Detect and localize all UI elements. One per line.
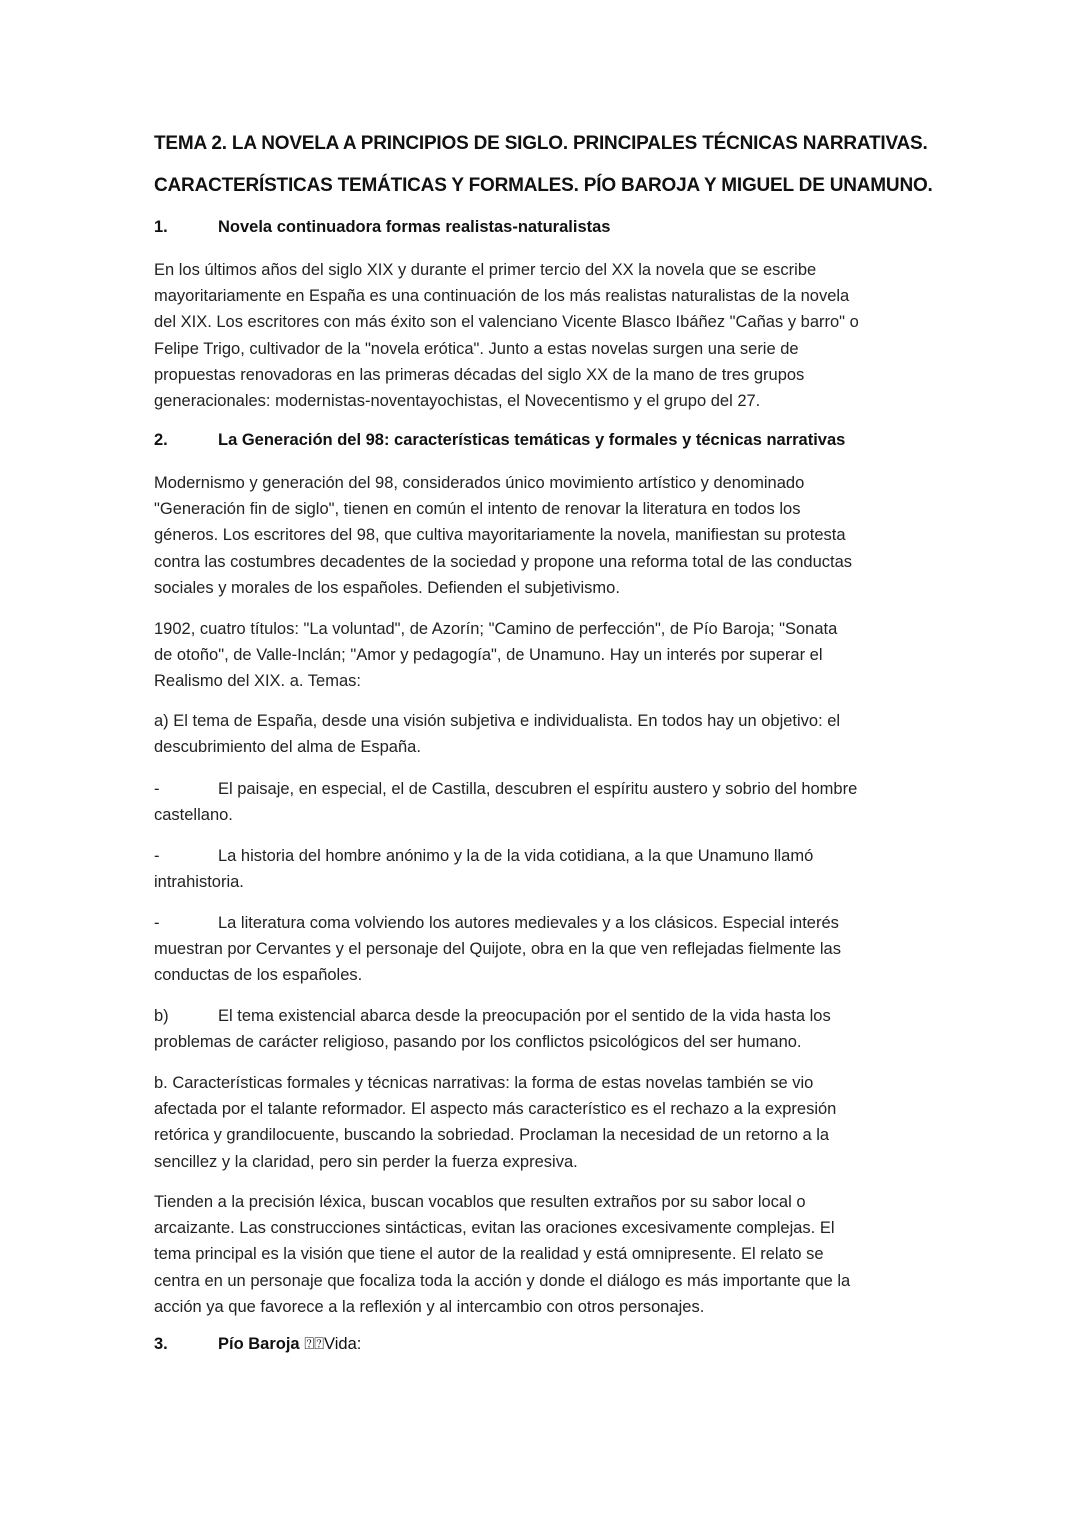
document-title-line-1: TEMA 2. LA NOVELA A PRINCIPIOS DE SIGLO. PRINCIPALES TÉCNICAS NARRATIVAS. [154, 133, 928, 154]
section-3-title-bold: Pío Baroja [218, 1335, 300, 1353]
bullet-item-paisaje [154, 776, 924, 828]
paragraph-line: b. Características formales y técnicas narrativas: la forma de estas novelas también se vio [154, 1074, 814, 1092]
paragraph-line: descubrimiento del alma de España. [154, 738, 421, 757]
section-2-paragraph-3 [154, 708, 924, 760]
paragraph-line: 1902, cuatro títulos: "La voluntad", de Azorín; "Camino de perfección", de Pío Baroja; "Sonata [154, 620, 838, 638]
paragraph-line: conductas de los españoles. [154, 966, 363, 985]
bullet-first-line [154, 776, 924, 802]
paragraph-line: sociales y morales de los españoles. Defienden el subjetivismo. [154, 578, 620, 597]
section-2-title: La Generación del 98: características temáticas y formales y técnicas narrativas [218, 431, 846, 449]
paragraph-line: mayoritariamente en España es una continuación de los más realistas naturalistas de la novela [154, 287, 850, 306]
document-title-line-2: CARACTERÍSTICAS TEMÁTICAS Y FORMALES. PÍO BAROJA Y MIGUEL DE UNAMUNO. [154, 175, 933, 196]
paragraph-line: géneros. Los escritores del 98, que cultiva mayoritariamente la novela, manifiestan su protesta [154, 526, 846, 545]
paragraph-line: muestran por Cervantes y el personaje del Quijote, obra en la que ven reflejadas fielmente las [154, 940, 841, 959]
section-2-paragraph-5 [154, 1189, 924, 1320]
paragraph-line: retórica y grandilocuente, buscando la sobriedad. Proclaman la necesidad de un retorno a la [154, 1126, 830, 1145]
section-1-title: Novela continuadora formas realistas-naturalistas [218, 218, 611, 236]
missing-glyph-icon: ⍰⍰ [304, 1335, 325, 1353]
bullet-item-literatura [154, 910, 924, 989]
paragraph-line: contra las costumbres decadentes de la sociedad y propone una reforma total de las conductas [154, 552, 853, 571]
bullet-marker: - [154, 847, 160, 865]
section-2-paragraph-4 [154, 1070, 924, 1175]
bullet-text: La literatura coma volviendo los autores medievales y a los clásicos. Especial interés [218, 914, 839, 932]
section-1-number: 1. [154, 218, 168, 236]
section-1-paragraph [154, 257, 924, 414]
paragraph-line: de otoño", de Valle-Inclán; "Amor y pedagogía", de Unamuno. Hay un interés por superar el [154, 646, 823, 665]
section-2-paragraph-1 [154, 470, 924, 601]
paragraph-line: a) El tema de España, desde una visión subjetiva e individualista. En todos hay un objetivo: el [154, 712, 841, 730]
paragraph-line: propuestas renovadoras en las primeras décadas del siglo XX de la mano de tres grupos [154, 365, 805, 384]
bullet-marker: - [154, 914, 160, 932]
paragraph-line: centra en un personaje que focaliza toda la acción y donde el diálogo es más importante que la [154, 1271, 851, 1290]
item-b-existencial [154, 1003, 924, 1055]
paragraph-line: En los últimos años del siglo XIX y durante el primer tercio del XX la novela que se escribe [154, 261, 817, 279]
paragraph-line: Modernismo y generación del 98, considerados único movimiento artístico y denominado [154, 474, 805, 492]
bullet-first-line [154, 843, 924, 869]
item-first-line [154, 1003, 924, 1029]
bullet-item-historia [154, 843, 924, 895]
paragraph-line: castellano. [154, 806, 233, 825]
section-3-title-rest: Vida: [324, 1335, 362, 1353]
item-text: El tema existencial abarca desde la preocupación por el sentido de la vida hasta los [218, 1007, 831, 1025]
bullet-first-line [154, 910, 924, 936]
section-2-paragraph-2 [154, 616, 924, 695]
paragraph-line: arcaizante. Las construcciones sintácticas, evitan las oraciones excesivamente complejas. El [154, 1219, 835, 1238]
paragraph-line: Tienden a la precisión léxica, buscan vocablos que resulten extraños por su sabor local o [154, 1193, 806, 1211]
paragraph-line: acción ya que favorece a la reflexión y al intercambio con otros personajes. [154, 1297, 705, 1316]
paragraph-line: generacionales: modernistas-noventayochistas, el Novecentismo y el grupo del 27. [154, 391, 761, 410]
paragraph-line: "Generación fin de siglo", tienen en común el intento de renovar la literatura en todos los [154, 500, 801, 519]
bullet-text: El paisaje, en especial, el de Castilla, descubren el espíritu austero y sobrio del hombre [218, 780, 858, 798]
paragraph-line: Felipe Trigo, cultivador de la "novela erótica". Junto a estas novelas surgen una serie de [154, 339, 799, 358]
item-marker: b) [154, 1007, 169, 1025]
paragraph-line: afectada por el talante reformador. El aspecto más característico es el rechazo a la expresión [154, 1100, 837, 1119]
section-3-number: 3. [154, 1335, 168, 1353]
paragraph-line: problemas de carácter religioso, pasando por los conflictos psicológicos del ser humano. [154, 1033, 802, 1052]
section-3-title [218, 1335, 361, 1354]
paragraph-line: sencillez y la claridad, pero sin perder la fuerza expresiva. [154, 1152, 578, 1171]
bullet-marker: - [154, 780, 160, 798]
paragraph-line: Realismo del XIX. a. Temas: [154, 672, 361, 691]
section-2-number: 2. [154, 431, 168, 449]
paragraph-line: del XIX. Los escritores con más éxito son el valenciano Vicente Blasco Ibáñez "Cañas y barro" o [154, 313, 859, 332]
paragraph-line: intrahistoria. [154, 873, 244, 892]
paragraph-line: tema principal es la visión que tiene el autor de la realidad y está omnipresente. El relato se [154, 1245, 824, 1264]
bullet-text: La historia del hombre anónimo y la de la vida cotidiana, a la que Unamuno llamó [218, 847, 814, 865]
